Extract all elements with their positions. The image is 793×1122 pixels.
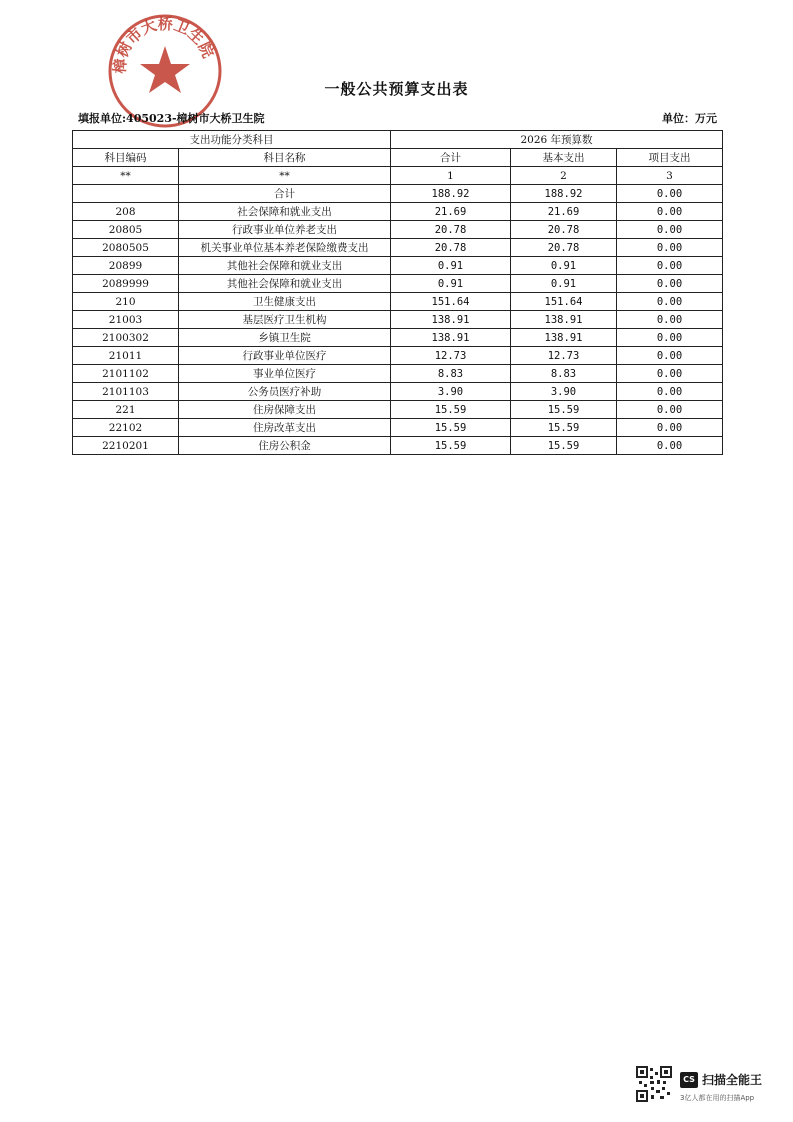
cell-code: 2101102 xyxy=(73,365,179,383)
cell-code: 2080505 xyxy=(73,239,179,257)
cell-total: 15.59 xyxy=(391,437,511,455)
table-row xyxy=(73,257,723,275)
table-row xyxy=(73,383,723,401)
cell-code: 2089999 xyxy=(73,275,179,293)
cell-name: 基层医疗卫生机构 xyxy=(179,311,391,329)
table-row xyxy=(73,293,723,311)
scanner-app-logo: CS xyxy=(680,1072,698,1088)
cell-total: 138.91 xyxy=(391,311,511,329)
scanner-app-name: 扫描全能王 xyxy=(702,1073,763,1087)
cell-name: 机关事业单位基本养老保险缴费支出 xyxy=(179,239,391,257)
cell-project: 0.00 xyxy=(617,203,723,221)
cell-basic: 151.64 xyxy=(511,293,617,311)
cell-name: 卫生健康支出 xyxy=(179,293,391,311)
cell-basic: 15.59 xyxy=(511,401,617,419)
cell-project: 0.00 xyxy=(617,257,723,275)
group-header-budget-year: 2026 年预算数 xyxy=(391,131,723,149)
column-header-name: 科目名称 xyxy=(179,149,391,167)
cell-name: 住房改革支出 xyxy=(179,419,391,437)
cell-code: 221 xyxy=(73,401,179,419)
cell-basic: 20.78 xyxy=(511,221,617,239)
document-title: 一般公共预算支出表 xyxy=(324,80,469,98)
cell-name: 社会保障和就业支出 xyxy=(179,203,391,221)
cell-name: 住房保障支出 xyxy=(179,401,391,419)
cell-project: 0.00 xyxy=(617,311,723,329)
cell-project: 0.00 xyxy=(617,347,723,365)
svg-text:樟树市大桥卫生院: 樟树市大桥卫生院 xyxy=(110,15,218,75)
cell-name: 其他社会保障和就业支出 xyxy=(179,257,391,275)
cell-basic: 188.92 xyxy=(511,185,617,203)
index-cell: 1 xyxy=(391,167,511,185)
cell-project: 0.00 xyxy=(617,221,723,239)
cell-name: 行政事业单位养老支出 xyxy=(179,221,391,239)
unit-of-measure: 单位：万元 xyxy=(662,112,717,125)
table-row xyxy=(73,275,723,293)
scanner-app-tagline: 3亿人都在用的扫描App xyxy=(680,1094,755,1102)
index-cell: 3 xyxy=(617,167,723,185)
cell-project: 0.00 xyxy=(617,365,723,383)
cell-name: 行政事业单位医疗 xyxy=(179,347,391,365)
cell-name: 事业单位医疗 xyxy=(179,365,391,383)
cell-total: 0.91 xyxy=(391,275,511,293)
cell-project: 0.00 xyxy=(617,419,723,437)
cell-total: 188.92 xyxy=(391,185,511,203)
cell-project: 0.00 xyxy=(617,437,723,455)
cell-total: 3.90 xyxy=(391,383,511,401)
cell-total: 21.69 xyxy=(391,203,511,221)
table-row xyxy=(73,347,723,365)
table-row xyxy=(73,329,723,347)
cell-total: 15.59 xyxy=(391,401,511,419)
cell-project: 0.00 xyxy=(617,329,723,347)
cell-basic: 138.91 xyxy=(511,329,617,347)
column-header-total: 合计 xyxy=(391,149,511,167)
table-row xyxy=(73,401,723,419)
cell-name: 乡镇卫生院 xyxy=(179,329,391,347)
column-header-code: 科目编码 xyxy=(73,149,179,167)
cell-total: 138.91 xyxy=(391,329,511,347)
index-cell: ** xyxy=(73,167,179,185)
column-header-basic: 基本支出 xyxy=(511,149,617,167)
budget-expenditure-table xyxy=(72,130,723,455)
cell-name: 其他社会保障和就业支出 xyxy=(179,275,391,293)
cell-total: 12.73 xyxy=(391,347,511,365)
cell-code: 20899 xyxy=(73,257,179,275)
cell-basic: 20.78 xyxy=(511,239,617,257)
cell-code: 208 xyxy=(73,203,179,221)
group-header-classification: 支出功能分类科目 xyxy=(73,131,391,149)
cell-basic: 12.73 xyxy=(511,347,617,365)
table-row xyxy=(73,239,723,257)
reporting-unit: 填报单位:405023-樟树市大桥卫生院 xyxy=(78,112,265,125)
table-row xyxy=(73,203,723,221)
cell-code: 2210201 xyxy=(73,437,179,455)
cell-total: 15.59 xyxy=(391,419,511,437)
cell-project: 0.00 xyxy=(617,185,723,203)
cell-name: 公务员医疗补助 xyxy=(179,383,391,401)
cell-basic: 0.91 xyxy=(511,275,617,293)
cell-name: 住房公积金 xyxy=(179,437,391,455)
cell-total: 151.64 xyxy=(391,293,511,311)
cell-basic: 15.59 xyxy=(511,419,617,437)
index-cell: ** xyxy=(179,167,391,185)
cell-code: 210 xyxy=(73,293,179,311)
table-row xyxy=(73,365,723,383)
table-column-header-row xyxy=(73,149,723,167)
cell-code xyxy=(73,185,179,203)
cell-total: 8.83 xyxy=(391,365,511,383)
index-cell: 2 xyxy=(511,167,617,185)
cell-code: 20805 xyxy=(73,221,179,239)
column-header-project: 项目支出 xyxy=(617,149,723,167)
cell-code: 21011 xyxy=(73,347,179,365)
cell-basic: 21.69 xyxy=(511,203,617,221)
table-row xyxy=(73,185,723,203)
cell-name: 合计 xyxy=(179,185,391,203)
table-body xyxy=(73,185,723,455)
table-row xyxy=(73,437,723,455)
cell-total: 20.78 xyxy=(391,239,511,257)
cell-basic: 15.59 xyxy=(511,437,617,455)
cell-basic: 0.91 xyxy=(511,257,617,275)
table-row xyxy=(73,221,723,239)
cell-code: 2101103 xyxy=(73,383,179,401)
scanner-app-watermark xyxy=(636,1066,776,1108)
table-group-header-row xyxy=(73,131,723,149)
cell-code: 2100302 xyxy=(73,329,179,347)
table-row xyxy=(73,419,723,437)
cell-project: 0.00 xyxy=(617,383,723,401)
cell-project: 0.00 xyxy=(617,275,723,293)
cell-total: 20.78 xyxy=(391,221,511,239)
cell-code: 22102 xyxy=(73,419,179,437)
cell-project: 0.00 xyxy=(617,293,723,311)
table-row xyxy=(73,311,723,329)
table-index-row xyxy=(73,167,723,185)
cell-total: 0.91 xyxy=(391,257,511,275)
cell-project: 0.00 xyxy=(617,401,723,419)
cell-basic: 138.91 xyxy=(511,311,617,329)
cell-basic: 3.90 xyxy=(511,383,617,401)
qr-code-icon xyxy=(636,1066,672,1102)
cell-basic: 8.83 xyxy=(511,365,617,383)
cell-project: 0.00 xyxy=(617,239,723,257)
cell-code: 21003 xyxy=(73,311,179,329)
